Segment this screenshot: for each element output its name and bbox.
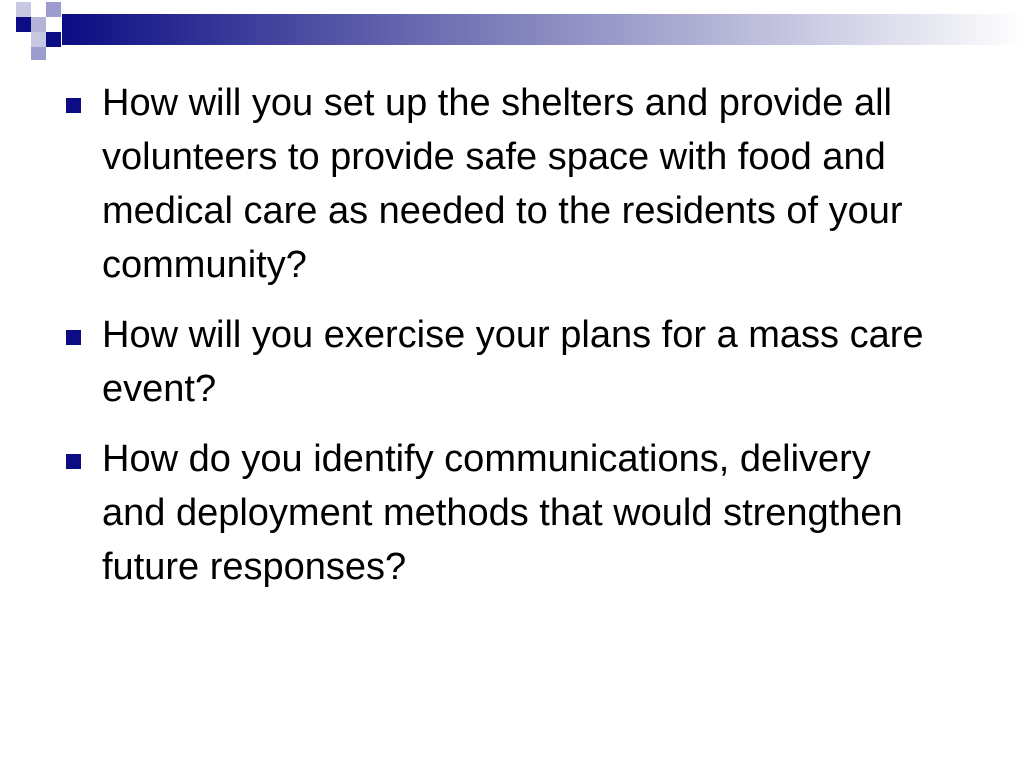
square-bullet-icon xyxy=(66,330,81,345)
deco-square xyxy=(31,32,46,47)
deco-square xyxy=(46,17,61,32)
bullet-list xyxy=(62,76,942,610)
deco-square xyxy=(31,47,46,60)
deco-square xyxy=(46,2,61,17)
deco-square xyxy=(46,32,61,47)
bullet-text: How will you exercise your plans for a mass care event? xyxy=(102,314,924,410)
bullet-text: How will you set up the shelters and provide all volunteers to provide safe space with food and medical care as needed to the residents of your community? xyxy=(102,82,903,286)
deco-square xyxy=(31,17,46,32)
square-bullet-icon xyxy=(66,98,81,113)
gradient-band xyxy=(62,14,1024,45)
bullet-item xyxy=(62,76,942,292)
header-decoration xyxy=(0,0,1024,60)
bullet-text: How do you identify communications, delivery and deployment methods that would strengthen future responses? xyxy=(102,438,903,588)
bullet-item xyxy=(62,432,942,594)
deco-square xyxy=(16,2,31,17)
square-bullet-icon xyxy=(66,454,81,469)
deco-square xyxy=(31,2,46,17)
deco-square xyxy=(16,17,31,32)
bullet-item xyxy=(62,308,942,416)
